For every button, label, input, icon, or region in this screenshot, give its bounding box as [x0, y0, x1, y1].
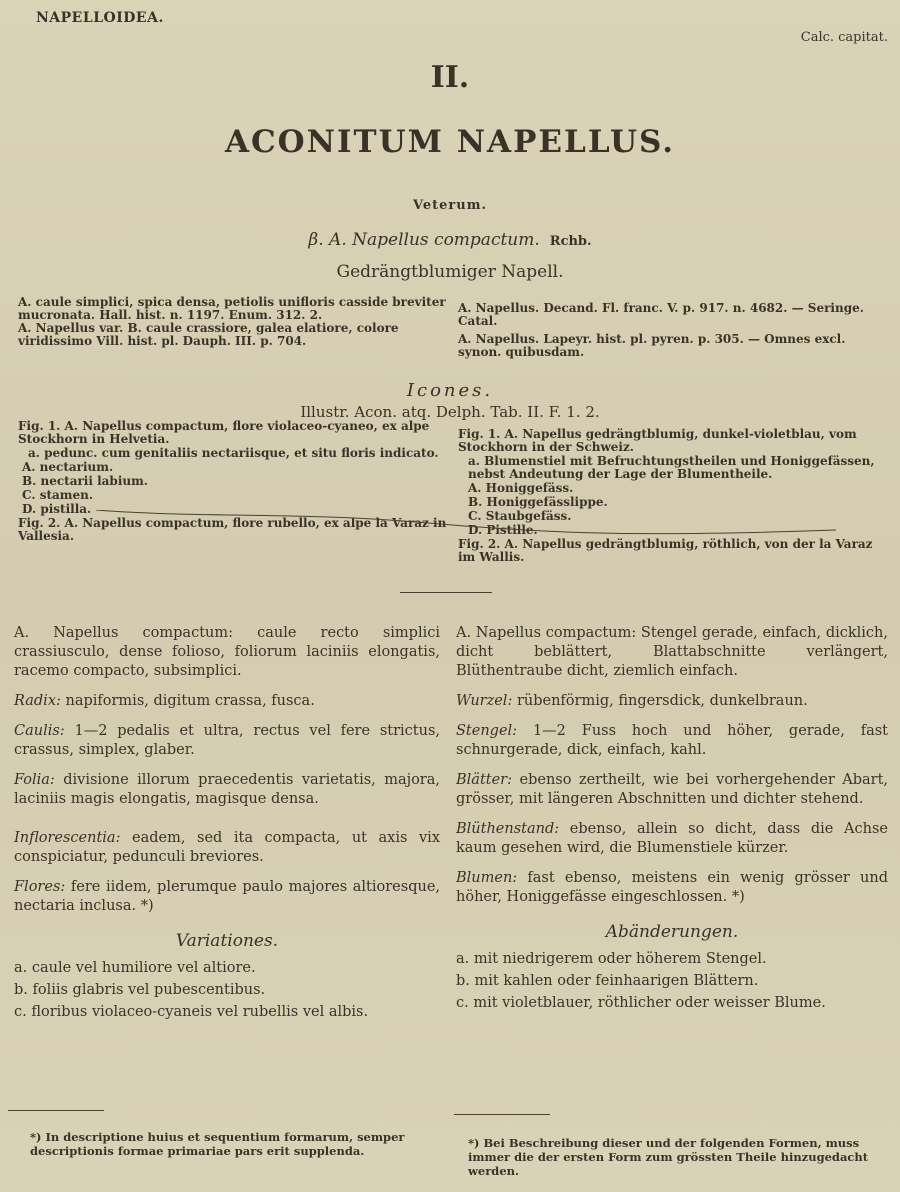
stengel-label: Stengel: [456, 723, 518, 739]
variation-item: a. caule vel humiliore vel altiore. [14, 960, 256, 976]
caulis-label: Caulis: [14, 723, 65, 739]
icones-subtitle: Illustr. Acon. atq. Delph. Tab. II. F. 1. 2. [300, 403, 600, 421]
stengel-paragraph [456, 722, 888, 760]
variety-name [0, 230, 900, 250]
legend-item: Fig. 2. A. Napellus compactum, flore rubello, ex alpe la Varaz in Vallesia. [18, 516, 447, 543]
legend-item: B. Honiggefässlippe. [468, 495, 608, 509]
synonyms-right [458, 302, 888, 359]
variations-heading: Variationes. [175, 931, 279, 951]
latin-description [14, 624, 440, 1025]
variations-heading: Abänderungen. [605, 922, 739, 942]
legend-item: a. pedunc. cum genitaliis nectariisque, et situ floris indicato. [28, 446, 439, 460]
section-divider [400, 592, 492, 593]
blaetter-text: ebenso zertheilt, wie bei vorhergehender Abart, grösser, mit längeren Abschnitten und dichter stehend. [456, 772, 889, 807]
intro-paragraph: A. Napellus compactum: Stengel gerade, einfach, dicklich, dicht beblättert, Blattabschnitte verlängert, Blüthentraube dicht, ziemlich einfach. [456, 625, 888, 679]
infl-label: Inflorescentia: [14, 830, 121, 846]
legend-item: Fig. 1. A. Napellus gedrängtblumig, dunkel-violetblau, vom Stockhorn in der Schweiz. [458, 427, 857, 454]
legend-item: D. Pistille. [468, 523, 538, 537]
folia-text: divisione illorum praecedentis varietatis, majora, laciniis magis elongatis, magisque densa. [14, 772, 440, 807]
radix-text: napiformis, digitum crassa, fusca. [65, 693, 315, 709]
legend-item: a. Blumenstiel mit Befruchtungstheilen und Honiggefässen, nebst Andeutung der Lage der Blumentheile. [468, 454, 875, 481]
running-header-right: Calc. capitat. [800, 30, 888, 45]
caulis-paragraph [14, 722, 440, 760]
species-number: II. [430, 60, 470, 95]
variation-item: b. foliis glabris vel pubescentibus. [14, 982, 266, 998]
footnote-rule [8, 1110, 104, 1111]
running-header-left: NAPELLOIDEA. [36, 10, 164, 26]
wurzel-text: rübenförmig, fingersdick, dunkelbraun. [516, 693, 808, 709]
bluethen-paragraph [456, 820, 888, 858]
radix-label: Radix: [14, 693, 61, 709]
stengel-text: 1—2 Fuss hoch und höher, gerade, fast schnurgerade, dick, einfach, kahl. [456, 723, 888, 758]
infl-text: eadem, sed ita compacta, ut axis vix conspiciatur, pedunculi breviores. [14, 830, 441, 865]
radix-paragraph [14, 692, 440, 711]
wurzel-paragraph [456, 692, 888, 711]
synonyms-latin [18, 296, 446, 348]
variation-item: b. mit kahlen oder feinhaarigen Blättern. [456, 973, 759, 989]
icones-heading: Icones. [406, 380, 494, 401]
blumen-paragraph [456, 869, 888, 907]
synonym-entry: A. Napellus. Decand. Fl. franc. V. p. 917. n. 4682. — Seringe. Catal. [458, 301, 864, 328]
folia-paragraph [14, 771, 440, 809]
blaetter-label: Blätter: [456, 772, 512, 788]
section-label: Veterum. [412, 198, 488, 213]
legend-item: Fig. 1. A. Napellus compactum, flore violaceo-cyaneo, ex alpe Stockhorn in Helvetia. [18, 419, 430, 446]
synonym-entry: A. caule simplici, spica densa, petiolis unifloris casside breviter mucronata. Hall. hist. n. 1197. Enum. 312. 2. [18, 295, 446, 322]
german-description [456, 624, 888, 1016]
synonym-entry: A. Napellus var. B. caule crassiore, galea elatiore, colore viridissimo Vill. hist. pl. Dauph. III. p. 704. [18, 321, 399, 348]
flores-label: Flores: [14, 879, 66, 895]
footnote-german: *) Bei Beschreibung dieser und der folgenden Formen, muss immer die der ersten Form zum grössten Theile hinzugedacht werden. [468, 1136, 869, 1178]
footnote-latin: *) In descriptione huius et sequentium formarum, semper descriptionis formae primariae pars erit supplenda. [30, 1130, 405, 1158]
variety-title: β. A. Napellus compactum. [308, 230, 540, 250]
caulis-text: 1—2 pedalis et ultra, rectus vel fere strictus, crassus, simplex, glaber. [14, 723, 441, 758]
blaetter-paragraph [456, 771, 888, 809]
footnote-rule [454, 1114, 550, 1115]
synonym-entry: A. Napellus. Lapeyr. hist. pl. pyren. p. 305. — Omnes excl. synon. quibusdam. [458, 332, 846, 359]
variety-author: Rchb. [549, 234, 592, 249]
paper-crease-line [96, 510, 836, 544]
legend-item: D. pistilla. [22, 502, 92, 516]
folia-label: Folia: [14, 772, 55, 788]
blumen-text: fast ebenso, meistens ein wenig grösser und höher, Honiggefässe eingeschlossen. *) [456, 870, 889, 905]
page-title: ACONITUM NAPELLUS. [224, 124, 676, 160]
legend-item: C. Staubgefäss. [468, 509, 572, 523]
flores-paragraph [14, 878, 440, 916]
legend-item: A. Honiggefäss. [468, 481, 574, 495]
legend-item: Fig. 2. A. Napellus gedrängtblumig, röthlich, von der la Varaz im Wallis. [458, 537, 873, 564]
variation-item: a. mit niedrigerem oder höherem Stengel. [456, 951, 767, 967]
flores-text: fere iidem, plerumque paulo majores altioresque, nectaria inclusa. *) [14, 879, 441, 914]
bluethen-text: ebenso, allein so dicht, dass die Achse kaum gesehen wird, die Blumenstiele kürzer. [456, 821, 888, 856]
variation-item: c. floribus violaceo-cyaneis vel rubellis vel albis. [14, 1004, 369, 1020]
legend-item: C. stamen. [22, 488, 94, 502]
intro-paragraph: A. Napellus compactum: caule recto simplici crassiusculo, dense folioso, foliorum laciniis elongatis, racemo compacto, subsimplici. [14, 625, 440, 679]
variation-item: c. mit violetblauer, röthlicher oder weisser Blume. [456, 995, 826, 1011]
legend-item: A. nectarium. [22, 460, 114, 474]
wurzel-label: Wurzel: [456, 693, 513, 709]
blumen-label: Blumen: [456, 870, 518, 886]
bluethen-label: Blüthenstand: [456, 821, 560, 837]
figure-legend-german [458, 428, 890, 565]
legend-item: B. nectarii labium. [22, 474, 148, 488]
infl-paragraph [14, 829, 440, 867]
german-name: Gedrängtblumiger Napell. [336, 262, 564, 282]
